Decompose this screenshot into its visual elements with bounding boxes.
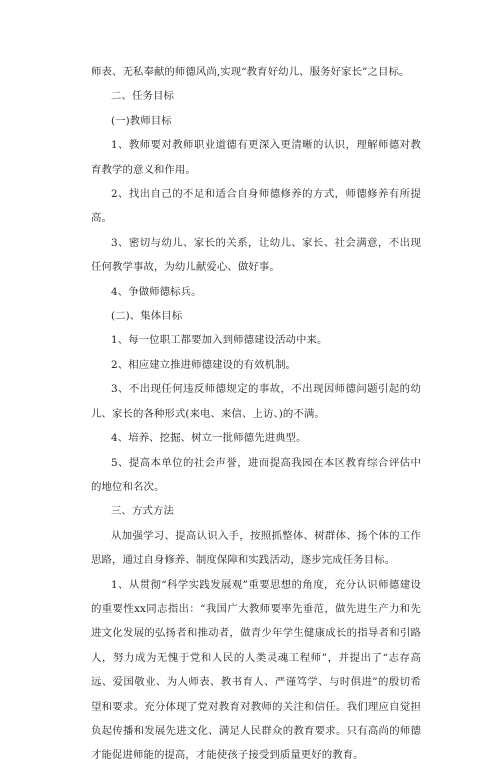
list-item-teacher-goal-1: 1、教师要对教师职业道德有更深入更清晰的认识，理解师德对教育教学的意义和作用。 [91,139,421,176]
list-item-collective-goal-3: 3、不出现任何违反师德规定的事故，不出现因师德问题引起的幼儿、家长的各种形式(来电、来信、上访、)的不满。 [91,383,421,420]
list-item-collective-goal-4: 4、培养、挖掘、树立一批师德先进典型。 [111,432,307,445]
document-body [91,60,421,768]
subheading-collective-goals: (二)、集体目标 [111,310,183,323]
list-item-collective-goal-5: 5、提高本单位的社会声誉，进而提高我园在本区教育综合评估中的地位和名次。 [91,456,421,493]
list-item-collective-goal-1: 1、每一位职工都要加入到师德建设活动中来。 [111,334,328,347]
paragraph-goal-summary: 师表、无私奉献的师德风尚,实现“教育好幼儿、服务好家长”之目标。 [91,66,410,78]
list-item-teacher-goal-3: 3、密切与幼儿、家长的关系，让幼儿、家长、社会满意，不出现任何教学事故，为幼儿献爱心、做好事。 [91,236,421,274]
list-item-teacher-goal-2: 2、找出自己的不足和适合自身师德修养的方式，师德修养有所提高。 [91,188,421,225]
paragraph-methods-intro: 从加强学习、提高认识入手，按照抓整体、树群体、扬个体的工作思路，通过自身修养、制度保障和实践活动，逐步完成任务目标。 [91,529,421,567]
list-item-collective-goal-2: 2、相应建立推进师德建设的有效机制。 [111,358,297,371]
section-heading-task-goals: 二、任务目标 [111,90,174,103]
subheading-teacher-goals: (一)教师目标 [111,114,172,127]
section-heading-methods: 三、方式方法 [111,505,174,518]
list-item-teacher-goal-4: 4、争做师德标兵。 [111,285,202,298]
paragraph-method-1: 1、从贯彻“科学实践发展观”重要思想的角度，充分认识师德建设的重要性xx同志指出：“我国广大教师要率先垂范，做先进生产力和先进文化发展的弘扬者和推动者，做青少年学生健康成长的指导者和引路人，努力成为无愧于党和人民的人类灵魂工程师”，并提出了“志存高远、爱国敬业、为人师表、教书育人、严谨笃学、与时俱进”的殷切希望和要求。充分体现了党对教育对教师的关注和信任。我们理应自觉担负起传播和发展先进文化、满足人民群众的教育要求。只有高尚的师德才能促进师能的提高，才能使孩子接受到质量更好的教育。 [91,578,421,762]
